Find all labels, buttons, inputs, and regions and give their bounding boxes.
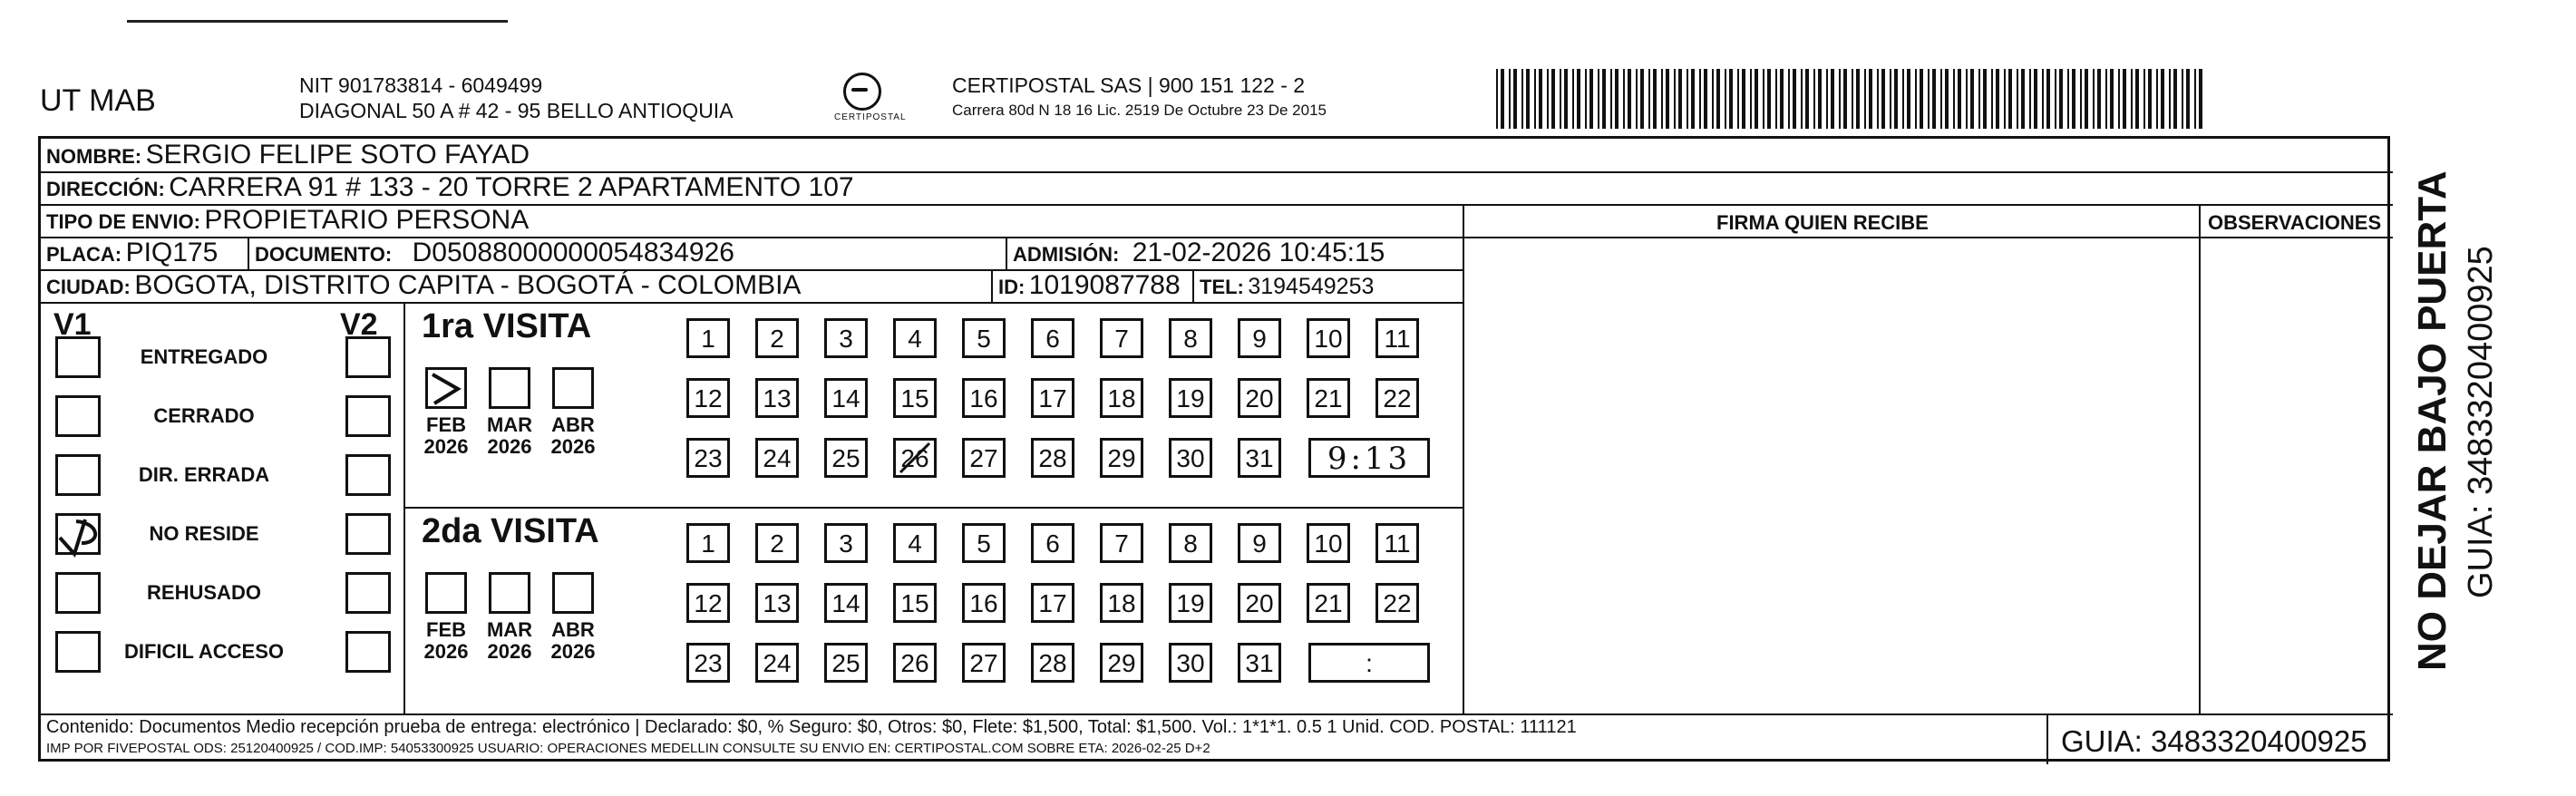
tel-label: TEL: — [1200, 276, 1244, 298]
direccion-label: DIRECCIÓN: — [46, 178, 165, 200]
nombre-label: NOMBRE: — [46, 145, 142, 168]
day-box[interactable]: 26 — [893, 438, 937, 478]
day-box[interactable]: 7 — [1100, 523, 1143, 563]
day-box[interactable]: 3 — [824, 318, 868, 358]
month-year: 2026 — [423, 640, 469, 663]
v1-header: V1 — [53, 307, 92, 342]
day-box[interactable]: 24 — [755, 643, 799, 683]
day-box[interactable]: 14 — [824, 583, 868, 623]
no-dejar-bajo-puerta: NO DEJAR BAJO PUERTA — [2410, 170, 2454, 671]
status-label: NO RESIDE — [149, 522, 259, 545]
ciudad-value: BOGOTA, DISTRITO CAPITA - BOGOTÁ - COLOMBIA — [134, 270, 802, 300]
day-box[interactable]: 12 — [686, 583, 730, 623]
documento-label: DOCUMENTO: — [255, 243, 393, 266]
status-label: DIFICIL ACCESO — [123, 640, 284, 663]
month-label — [541, 414, 605, 458]
day-box[interactable]: 23 — [686, 643, 730, 683]
day-box[interactable]: 29 — [1100, 438, 1143, 478]
tipo-label: TIPO DE ENVIO: — [46, 210, 200, 233]
month-checkbox[interactable] — [552, 572, 594, 614]
day-box[interactable]: 20 — [1238, 378, 1281, 418]
direccion-row — [46, 172, 854, 203]
footer-imp: IMP POR FIVEPOSTAL ODS: 25120400925 / COD.IMP: 54053300925 USUARIO: OPERACIONES MEDELLIN CONSULTE SU ENVIO EN: CERTIPOSTAL.COM SOBRE ETA: 2026-02-25 D+2 — [46, 741, 1210, 756]
tipo-row — [46, 205, 529, 236]
day-box[interactable]: 6 — [1031, 523, 1074, 563]
month-year: 2026 — [550, 640, 596, 663]
id-label: ID: — [998, 276, 1026, 298]
day-box[interactable]: 12 — [686, 378, 730, 418]
tel-field — [1200, 274, 1374, 300]
top-rule — [127, 20, 508, 23]
tipo-value: PROPIETARIO PERSONA — [204, 205, 530, 235]
day-box[interactable]: 11 — [1375, 523, 1419, 563]
day-box[interactable]: 10 — [1307, 318, 1350, 358]
company-address: DIAGONAL 50 A # 42 - 95 BELLO ANTIOQUIA — [299, 99, 734, 122]
day-box[interactable]: 28 — [1031, 438, 1074, 478]
month-name: MAR — [486, 413, 533, 436]
day-box[interactable]: 4 — [893, 523, 937, 563]
courier-name: CERTIPOSTAL SAS | 900 151 122 - 2 — [952, 73, 1306, 97]
company-name: UT MAB — [40, 83, 156, 118]
v2-checkbox[interactable] — [345, 454, 391, 496]
day-box[interactable]: 19 — [1169, 378, 1212, 418]
day-box[interactable]: 15 — [893, 378, 937, 418]
nombre-row — [46, 140, 530, 170]
day-box[interactable]: 9 — [1238, 318, 1281, 358]
observaciones-header: OBSERVACIONES — [2208, 211, 2382, 234]
company-info — [299, 73, 734, 123]
month-name: MAR — [486, 618, 533, 641]
day-box[interactable]: 29 — [1100, 643, 1143, 683]
documento-field — [255, 238, 734, 268]
status-label: DIR. ERRADA — [138, 463, 270, 486]
day-box[interactable]: 16 — [962, 583, 1006, 623]
day-box[interactable]: 20 — [1238, 583, 1281, 623]
month-checkbox[interactable] — [425, 572, 467, 614]
day-box[interactable]: 16 — [962, 378, 1006, 418]
month-label — [541, 619, 605, 663]
day-box[interactable]: 25 — [824, 643, 868, 683]
month-name: FEB — [426, 413, 466, 436]
day-box[interactable]: 13 — [755, 378, 799, 418]
day-box[interactable]: 9 — [1238, 523, 1281, 563]
day-box[interactable]: 1 — [686, 523, 730, 563]
side-guia: GUIA: 3483320400925 — [2462, 246, 2500, 598]
day-box[interactable]: 14 — [824, 378, 868, 418]
documento-value: D05088000000054834926 — [412, 238, 734, 267]
month-name: FEB — [426, 618, 466, 641]
firma-header: FIRMA QUIEN RECIBE — [1716, 211, 1929, 234]
time-box[interactable]: : — [1308, 643, 1430, 683]
visit-title: 2da VISITA — [422, 512, 599, 550]
day-box[interactable]: 8 — [1169, 318, 1212, 358]
certipostal-logo — [816, 71, 916, 131]
tel-value: 3194549253 — [1248, 274, 1375, 299]
day-box[interactable]: 17 — [1031, 583, 1074, 623]
day-box[interactable]: 27 — [962, 438, 1006, 478]
day-box[interactable]: 21 — [1307, 583, 1350, 623]
courier-info — [952, 73, 1327, 123]
day-box[interactable]: 11 — [1375, 318, 1419, 358]
day-box[interactable]: 8 — [1169, 523, 1212, 563]
day-box[interactable]: 24 — [755, 438, 799, 478]
time-box[interactable]: 9:13 — [1308, 438, 1430, 478]
month-label — [478, 414, 541, 458]
direccion-value: CARRERA 91 # 133 - 20 TORRE 2 APARTAMENTO 107 — [169, 172, 854, 202]
day-box[interactable]: 30 — [1169, 438, 1212, 478]
month-name: ABR — [551, 618, 595, 641]
day-box[interactable]: 18 — [1100, 378, 1143, 418]
admision-field — [1013, 238, 1385, 268]
nit-text: NIT 901783814 - 6049499 — [299, 73, 543, 97]
day-box[interactable]: 13 — [755, 583, 799, 623]
day-box[interactable]: 30 — [1169, 643, 1212, 683]
day-box[interactable]: 26 — [893, 643, 937, 683]
month-label — [414, 414, 478, 458]
day-box[interactable]: 6 — [1031, 318, 1074, 358]
placa-field — [46, 238, 218, 268]
v2-header: V2 — [340, 307, 378, 342]
month-year: 2026 — [423, 435, 469, 458]
footer-contenido: Contenido: Documentos Medio recepción prueba de entrega: electrónico | Declarado: $0, % Seguro: $0, Otros: $0, Flete: $1,500, Total: $1,500. Vol.: 1*1*1. 0.5 1 Unid. COD. POSTAL: 111121 — [46, 717, 1577, 737]
month-checkbox[interactable] — [489, 572, 530, 614]
v2-checkbox[interactable] — [345, 513, 391, 555]
delivery-form — [38, 136, 2390, 762]
ciudad-field — [46, 270, 801, 301]
v2-checkbox[interactable] — [345, 631, 391, 673]
visit-title: 1ra VISITA — [422, 307, 592, 345]
status-label: CERRADO — [153, 404, 255, 427]
day-box[interactable]: 21 — [1307, 378, 1350, 418]
day-box[interactable]: 2 — [755, 318, 799, 358]
month-year: 2026 — [487, 640, 532, 663]
month-label — [414, 619, 478, 663]
month-checkbox[interactable] — [425, 367, 467, 409]
day-box[interactable]: 22 — [1375, 378, 1419, 418]
v2-checkbox[interactable] — [345, 572, 391, 614]
day-box[interactable]: 15 — [893, 583, 937, 623]
day-box[interactable]: 10 — [1307, 523, 1350, 563]
day-box[interactable]: 19 — [1169, 583, 1212, 623]
day-box[interactable]: 31 — [1238, 438, 1281, 478]
placa-label: PLACA: — [46, 243, 122, 266]
placa-value: PIQ175 — [125, 238, 219, 267]
month-name: ABR — [551, 413, 595, 436]
day-box[interactable]: 7 — [1100, 318, 1143, 358]
day-box[interactable]: 28 — [1031, 643, 1074, 683]
day-box[interactable]: 5 — [962, 523, 1006, 563]
day-box[interactable]: 5 — [962, 318, 1006, 358]
admision-label: ADMISIÓN: — [1013, 243, 1120, 266]
barcode — [1496, 69, 2203, 129]
courier-license: Carrera 80d N 18 16 Lic. 2519 De Octubre 23 De 2015 — [952, 102, 1327, 119]
month-year: 2026 — [487, 435, 532, 458]
day-box[interactable]: 3 — [824, 523, 868, 563]
day-box[interactable]: 2 — [755, 523, 799, 563]
id-value: 1019087788 — [1028, 270, 1181, 300]
day-box[interactable]: 22 — [1375, 583, 1419, 623]
nombre-value: SERGIO FELIPE SOTO FAYAD — [145, 140, 530, 170]
logo-icon — [843, 73, 881, 111]
day-box[interactable]: 18 — [1100, 583, 1143, 623]
day-box[interactable]: 23 — [686, 438, 730, 478]
month-checkbox[interactable] — [489, 367, 530, 409]
day-box[interactable]: 25 — [824, 438, 868, 478]
ciudad-label: CIUDAD: — [46, 276, 131, 298]
v2-checkbox[interactable] — [345, 336, 391, 378]
day-box[interactable]: 27 — [962, 643, 1006, 683]
day-box[interactable]: 17 — [1031, 378, 1074, 418]
id-field — [998, 270, 1181, 301]
day-box[interactable]: 31 — [1238, 643, 1281, 683]
admision-value: 21-02-2026 10:45:15 — [1132, 238, 1385, 267]
month-label — [478, 619, 541, 663]
day-box[interactable]: 1 — [686, 318, 730, 358]
status-label: ENTREGADO — [140, 345, 268, 368]
month-checkbox[interactable] — [552, 367, 594, 409]
month-year: 2026 — [550, 435, 596, 458]
day-box[interactable]: 4 — [893, 318, 937, 358]
footer-guia: GUIA: 3483320400925 — [2061, 724, 2367, 758]
status-label: REHUSADO — [147, 581, 261, 604]
logo-text: CERTIPOSTAL — [834, 112, 907, 122]
v2-checkbox[interactable] — [345, 395, 391, 437]
